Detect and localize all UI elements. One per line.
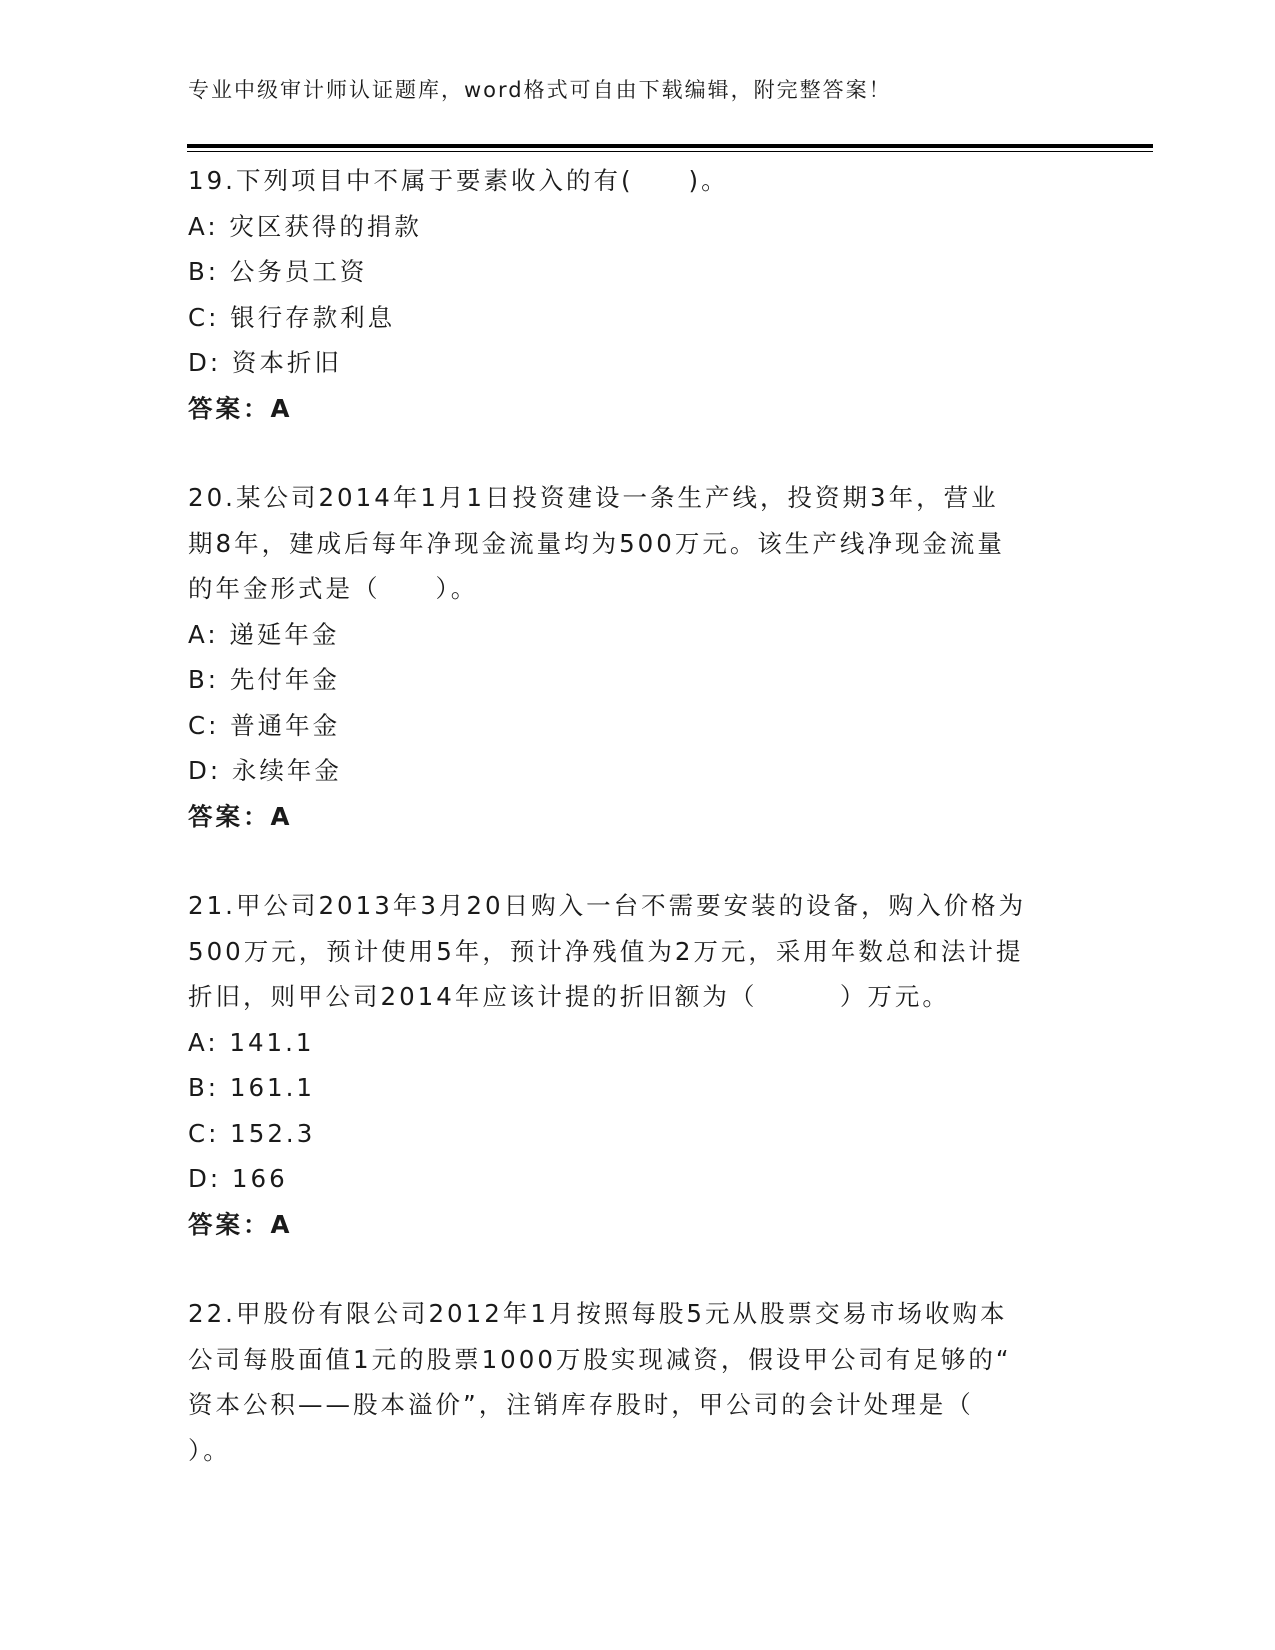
- header-divider-thin: [187, 151, 1153, 152]
- question-stem-line: 资本公积——股本溢价”，注销库存股时，甲公司的会计处理是（: [188, 1390, 974, 1419]
- question-21: [188, 883, 1088, 1247]
- question-stem-line: 22.甲股份有限公司2012年1月按照每股5元从股票交易市场收购本: [188, 1299, 1008, 1328]
- option-b: B: 公务员工资: [188, 257, 368, 286]
- question-stem-line: 期8年，建成后每年净现金流量均为500万元。该生产线净现金流量: [188, 528, 1005, 558]
- answer: 答案：A: [188, 801, 293, 831]
- option-c: C: 普通年金: [188, 710, 341, 740]
- question-stem-line: 20.某公司2014年1月1日投资建设一条生产线，投资期3年，营业: [188, 483, 999, 512]
- option-a: A: 递延年金: [188, 619, 340, 649]
- option-d: D: 资本折旧: [188, 348, 342, 377]
- question-list: [188, 158, 1088, 1517]
- page-header: 专业中级审计师认证题库，word格式可自由下载编辑，附完整答案！: [188, 78, 892, 102]
- option-c: C: 银行存款利息: [188, 302, 396, 332]
- question-20: [188, 475, 1088, 839]
- header-divider-thick: [187, 144, 1153, 148]
- question-stem-line: 公司每股面值1元的股票1000万股实现减资，假设甲公司有足够的“: [188, 1344, 1012, 1374]
- question-stem-line: 21.甲公司2013年3月20日购入一台不需要安装的设备，购入价格为: [188, 891, 1027, 920]
- option-a: A: 灾区获得的捐款: [188, 211, 422, 241]
- option-b: B: 先付年金: [188, 665, 340, 694]
- option-d: D: 永续年金: [188, 756, 342, 785]
- answer: 答案：A: [188, 1209, 293, 1239]
- answer: 答案：A: [188, 393, 293, 423]
- question-stem-line: ）。: [188, 1435, 231, 1465]
- question-stem-line: 500万元，预计使用5年，预计净残值为2万元，采用年数总和法计提: [188, 936, 1024, 966]
- question-22: [188, 1291, 1088, 1473]
- option-b: B: 161.1: [188, 1073, 315, 1102]
- question-19: [188, 158, 1088, 431]
- question-stem-line: 折旧，则甲公司2014年应该计提的折旧额为（ ）万元。: [188, 982, 950, 1011]
- option-d: D: 166: [188, 1164, 288, 1193]
- option-c: C: 152.3: [188, 1118, 316, 1148]
- question-stem-line: 的年金形式是（ ）。: [188, 574, 479, 603]
- option-a: A: 141.1: [188, 1027, 315, 1057]
- question-stem-line: 19.下列项目中不属于要素收入的有( )。: [188, 166, 729, 195]
